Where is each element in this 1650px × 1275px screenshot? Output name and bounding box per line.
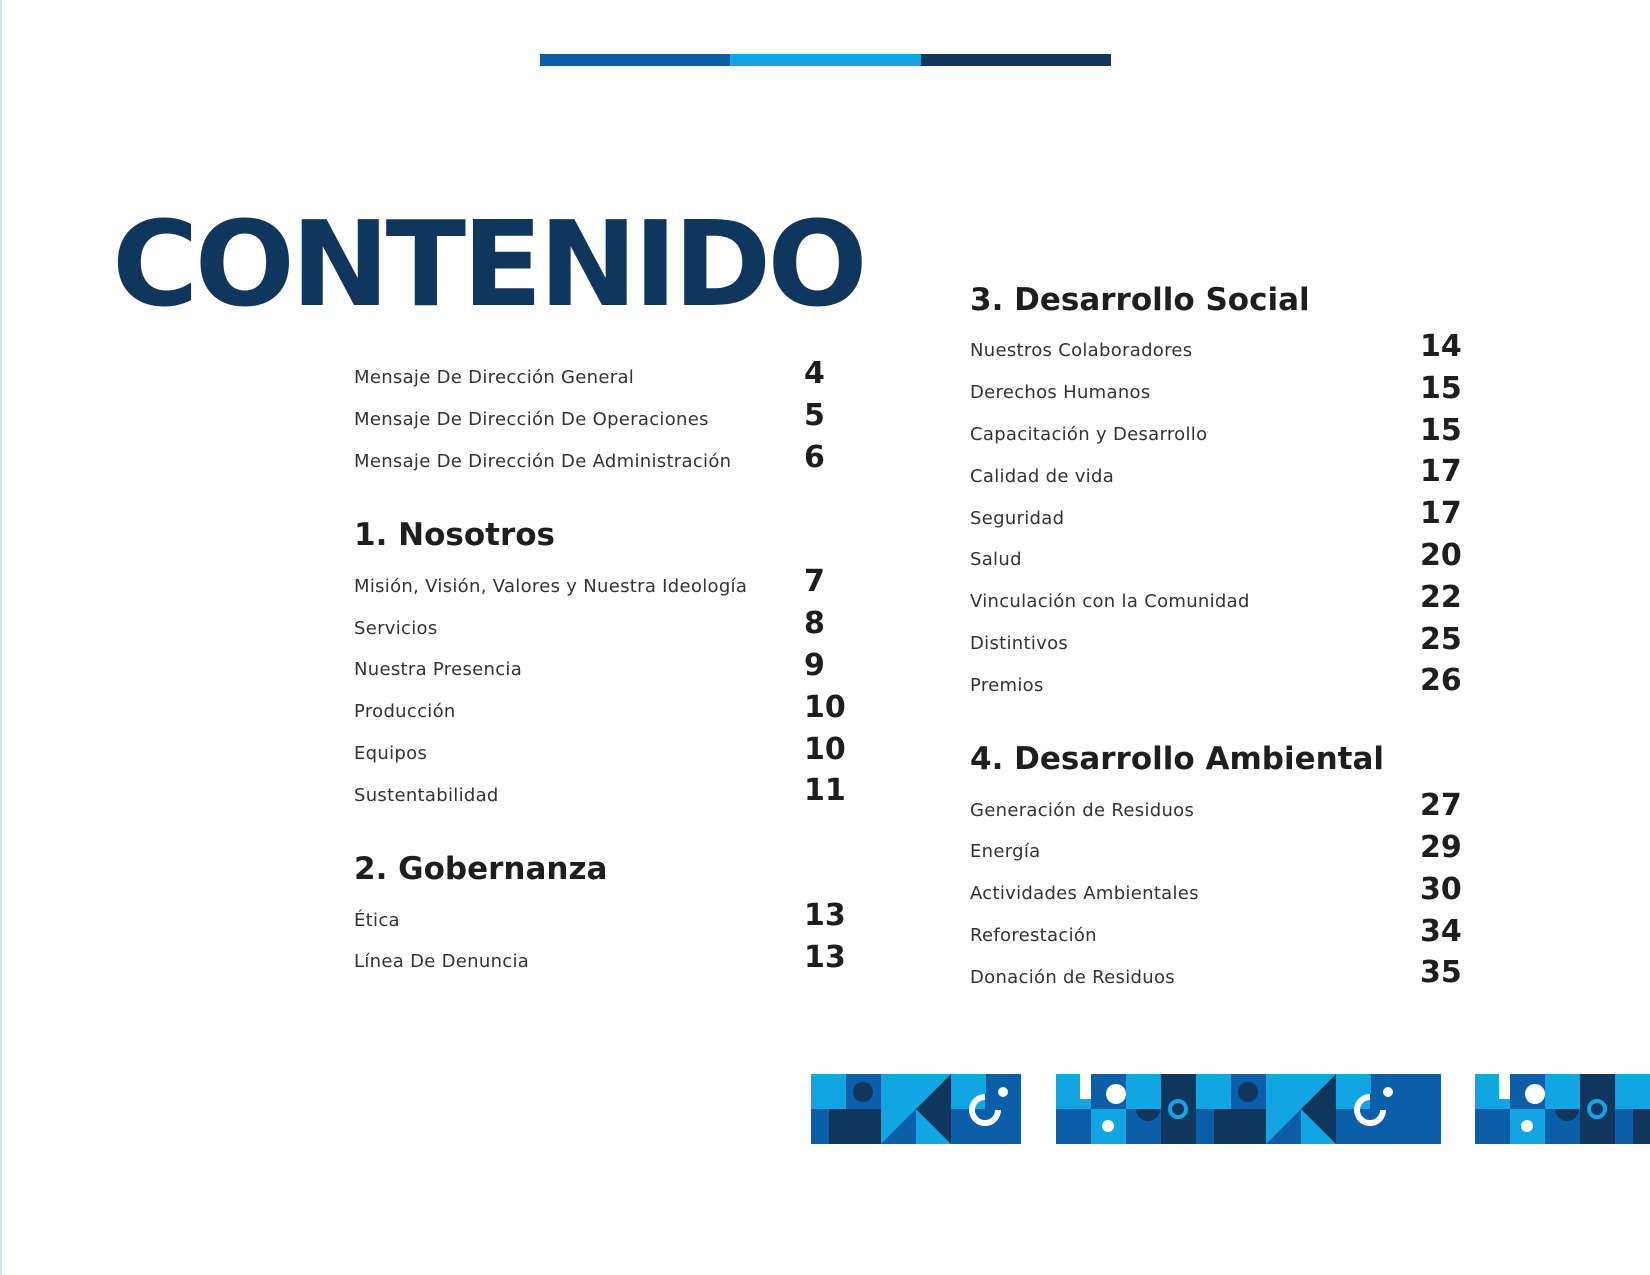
toc-entry-label: Actividades Ambientales [970, 883, 1199, 905]
toc-entry-label: Salud [970, 549, 1022, 571]
header-color-bar [540, 54, 1111, 66]
toc-entry-page-number: 13 [804, 898, 846, 934]
bar-segment-navy [921, 54, 1111, 66]
pattern-shape [998, 1087, 1008, 1097]
toc-entry-page-number: 5 [804, 397, 825, 433]
toc-entry-page-number: 15 [1420, 370, 1462, 406]
toc-entry-page-number: 29 [1420, 829, 1462, 865]
pattern-shape [1383, 1087, 1393, 1097]
toc-entry-label: Donación de Residuos [970, 966, 1175, 988]
toc-entry[interactable] [970, 623, 1490, 665]
pattern-shape [846, 1109, 881, 1144]
toc-entry[interactable] [970, 664, 1490, 706]
toc-entry[interactable] [354, 774, 854, 816]
toc-entry-page-number: 10 [804, 731, 846, 767]
toc-list [354, 899, 854, 983]
toc-entry-page-number: 4 [804, 356, 825, 391]
toc-entry[interactable] [970, 455, 1490, 497]
decorative-pattern-3 [1475, 1074, 1650, 1144]
toc-entry[interactable] [970, 581, 1490, 623]
toc-entry-page-number: 17 [1420, 496, 1462, 532]
toc-entry[interactable] [970, 915, 1490, 957]
toc-section [970, 280, 1490, 706]
toc-entry[interactable] [970, 497, 1490, 539]
toc-entry-label: Capacitación y Desarrollo [970, 423, 1208, 445]
toc-entry[interactable] [354, 565, 854, 607]
pattern-shape [1102, 1120, 1114, 1132]
section-title: 2. Gobernanza [354, 851, 608, 888]
toc-entry-label: Generación de Residuos [970, 799, 1195, 821]
toc-entry-page-number: 20 [1420, 537, 1462, 573]
toc-entry-label: Ética [354, 909, 400, 931]
toc-list [970, 789, 1490, 998]
pattern-shape [1214, 1109, 1231, 1144]
toc-entry-label: Vinculación con la Comunidad [970, 591, 1250, 613]
toc-entry[interactable] [970, 330, 1490, 372]
toc-entry[interactable] [354, 357, 854, 399]
toc-entry[interactable] [970, 873, 1490, 915]
toc-entry[interactable] [970, 414, 1490, 456]
pattern-shape [811, 1074, 846, 1109]
page-edge-line [0, 0, 2, 1275]
toc-entry[interactable] [354, 441, 854, 483]
toc-entry-label: Mensaje De Dirección General [354, 367, 635, 389]
toc-entry-label: Línea De Denuncia [354, 951, 530, 973]
toc-entry-label: Reforestación [970, 924, 1097, 946]
pattern-shape [1580, 1074, 1615, 1144]
bar-segment-blue [540, 54, 730, 66]
toc-entry-page-number: 6 [804, 439, 825, 475]
toc-left-column [354, 357, 854, 983]
toc-entry-page-number: 17 [1420, 454, 1462, 490]
pattern-shape [1499, 1074, 1510, 1099]
bar-segment-light-blue [730, 54, 920, 66]
toc-entry-page-number: 25 [1420, 621, 1462, 657]
pattern-shape [829, 1109, 846, 1144]
pattern-shape [1161, 1074, 1196, 1144]
page-title: CONTENIDO [112, 195, 864, 333]
toc-entry-label: Premios [970, 674, 1044, 696]
toc-entry-page-number: 35 [1420, 955, 1462, 991]
pattern-shape [1196, 1074, 1231, 1109]
toc-entry-page-number: 15 [1420, 412, 1462, 448]
pattern-shape [853, 1082, 873, 1102]
toc-entry-page-number: 34 [1420, 913, 1462, 949]
toc-entry-label: Calidad de vida [970, 465, 1115, 487]
toc-list [354, 565, 854, 816]
toc-entry[interactable] [354, 399, 854, 441]
toc-entry-page-number: 13 [804, 939, 846, 975]
toc-section [970, 739, 1490, 998]
toc-entry-label: Sustentabilidad [354, 784, 499, 806]
toc-entry-label: Distintivos [970, 632, 1069, 654]
pattern-shape [951, 1074, 986, 1109]
toc-entry[interactable] [970, 372, 1490, 414]
decorative-pattern-1 [811, 1074, 1021, 1144]
toc-entry[interactable] [970, 539, 1490, 581]
toc-entry[interactable] [354, 607, 854, 649]
pattern-shape [1370, 1094, 1388, 1110]
toc-entry[interactable] [354, 899, 854, 941]
toc-entry-label: Derechos Humanos [970, 382, 1151, 404]
toc-entry-label: Mensaje De Dirección De Administración [354, 450, 732, 472]
toc-entry-page-number: 10 [804, 689, 846, 725]
toc-entry-page-number: 7 [804, 564, 825, 600]
pattern-shape [985, 1094, 1003, 1110]
toc-section [354, 515, 854, 816]
decorative-pattern-2 [1056, 1074, 1441, 1144]
toc-list [970, 330, 1490, 706]
toc-entry-label: Nuestros Colaboradores [970, 340, 1193, 362]
toc-entry-label: Producción [354, 701, 456, 723]
toc-entry[interactable] [970, 789, 1490, 831]
toc-section [354, 849, 854, 983]
toc-entry-label: Misión, Visión, Valores y Nuestra Ideología [354, 575, 748, 597]
section-title: 4. Desarrollo Ambiental [970, 741, 1385, 778]
section-title: 3. Desarrollo Social [970, 282, 1310, 318]
toc-right-column [970, 280, 1490, 998]
toc-entry-label: Nuestra Presencia [354, 659, 523, 681]
pattern-shape [1080, 1074, 1091, 1099]
toc-entry-page-number: 22 [1420, 579, 1462, 615]
toc-section [354, 357, 854, 482]
pattern-shape [1521, 1120, 1533, 1132]
toc-entry-label: Mensaje De Dirección De Operaciones [354, 409, 709, 431]
pattern-shape [1336, 1074, 1371, 1109]
toc-entry-label: Servicios [354, 617, 438, 639]
pattern-shape [1106, 1084, 1126, 1104]
toc-entry[interactable] [354, 649, 854, 691]
pattern-shape [1238, 1082, 1258, 1102]
toc-entry-page-number: 30 [1420, 871, 1462, 907]
pattern-shape [1231, 1109, 1266, 1144]
toc-entry-label: Equipos [354, 742, 428, 764]
toc-entry-page-number: 26 [1420, 663, 1462, 699]
toc-entry-page-number: 27 [1420, 788, 1462, 824]
toc-entry-page-number: 9 [804, 647, 825, 683]
toc-entry-label: Seguridad [970, 507, 1065, 529]
toc-entry[interactable] [354, 733, 854, 775]
pattern-shape [1525, 1084, 1545, 1104]
section-title: 1. Nosotros [354, 517, 555, 554]
toc-list [354, 357, 854, 482]
pattern-shape [1406, 1074, 1441, 1144]
toc-entry[interactable] [970, 956, 1490, 998]
toc-entry[interactable] [354, 691, 854, 733]
pattern-shape [1633, 1109, 1650, 1144]
toc-entry-page-number: 11 [804, 773, 846, 809]
toc-entry-page-number: 8 [804, 606, 825, 642]
toc-entry[interactable] [970, 831, 1490, 873]
toc-entry[interactable] [354, 941, 854, 983]
toc-entry-label: Energía [970, 841, 1041, 863]
pattern-shape [1615, 1074, 1650, 1109]
toc-entry-page-number: 14 [1420, 329, 1462, 364]
